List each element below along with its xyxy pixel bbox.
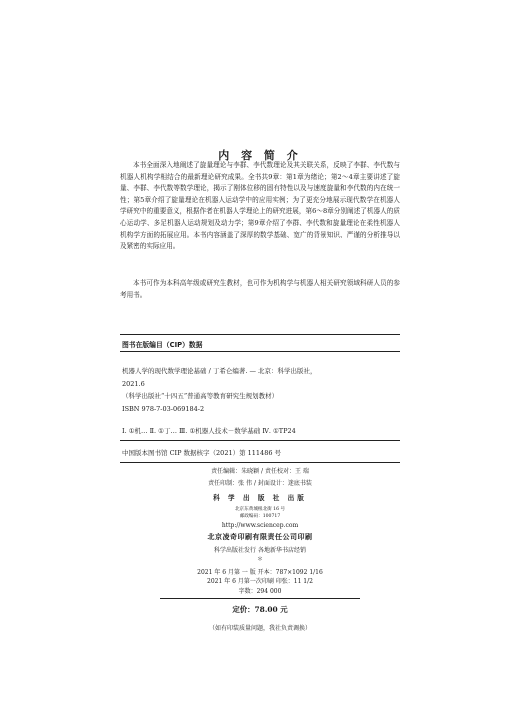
price-top-rule [160,598,360,599]
publisher-address: 北京东黄城根北街 16 号 [234,507,286,512]
cip-line-3: （科学出版社“十四五”普通高等教育研究生规划教材） [122,392,279,400]
intro-paragraph-2: 本书可作为本科高年级或研究生教材，也可作为机构学与机器人相关研究领域科研人员的参考用书。 [120,279,400,299]
printer-line: 北京凌奇印刷有限责任公司印刷 [207,532,313,541]
intro-paragraph-1: 本书全面深入地阐述了旋量理论与李群、李代数理论及其关联关系，反映了李群、李代数与机器人机构学相结合的最新理论研究成果。全书共9章：第1章为绪论；第2～4章主要讲述了旋量、李群、李代数等数学理论，揭示了刚体位移的固有特性以及与速度旋量和李代数的内在统一性；第5章介绍了旋量理论在机器人运动学中的应用实例；为了更充分地展示现代数学在机器人学研究中的重要意义，根据作者在机器人学理论上的研究进展，第6～8章分别阐述了机器人的质心运动学、多足机器人运动规划及动力学；第9章介绍了李群、李代数和旋量理论在柔性机器人机构学方面的拓展应用。本书内容涵盖了深厚的数学基础、宽广的背景知识、严谨的分析推导以及紧密的实际应用。 [120,161,400,251]
price-line: 定价：78.00 元 [232,605,288,614]
intro-title: 内 容 简 介 [218,149,302,162]
cip-line-1: 机器人学的现代数学理论基础 / 丁希仑编著. — 北京：科学出版社， [122,367,317,375]
publisher-postcode: 邮政编码：100717 [239,514,281,519]
separator-mark: ＊ [256,556,263,563]
cip-heading: 图书在版编目（CIP）数据 [122,341,203,349]
cip-heading-rule [120,351,400,352]
cip-line-2: 2021.6 [122,380,145,388]
print-design-line: 责任印制：张 伟 / 封面设计：迷底书装 [208,480,312,487]
cip-number: 中国版本图书馆 CIP 数据核字（2021）第 111486 号 [122,449,282,457]
cip-isbn: ISBN 978-7-03-069184-2 [122,405,205,413]
cip-top-rule [120,334,400,335]
cip-mid-rule [120,440,400,441]
cip-bottom-rule [120,462,400,463]
publisher-website: http://www.sciencep.com [221,522,299,529]
editors-line: 责任编辑：朱晓颖 / 责任校对：王 瑞 [211,468,309,475]
word-count: 字数：294 000 [238,588,282,595]
publisher-name: 科 学 出 版 社 出版 [213,494,307,502]
cip-classification: Ⅰ. ①机… Ⅱ. ①丁… Ⅲ. ①机器人技术－数学基础 Ⅳ. ①TP24 [122,427,296,435]
quality-note: （如有印装质量问题，我社负责调换） [208,625,311,632]
edition-line-2: 2021 年 6 月第一次印刷 印张：11 1/2 [207,578,313,585]
edition-line-1: 2021 年 6 月第 一 版 开本：787×1092 1/16 [197,569,323,576]
distributor-line: 科学出版社发行 各地新华书店经销 [214,547,306,554]
